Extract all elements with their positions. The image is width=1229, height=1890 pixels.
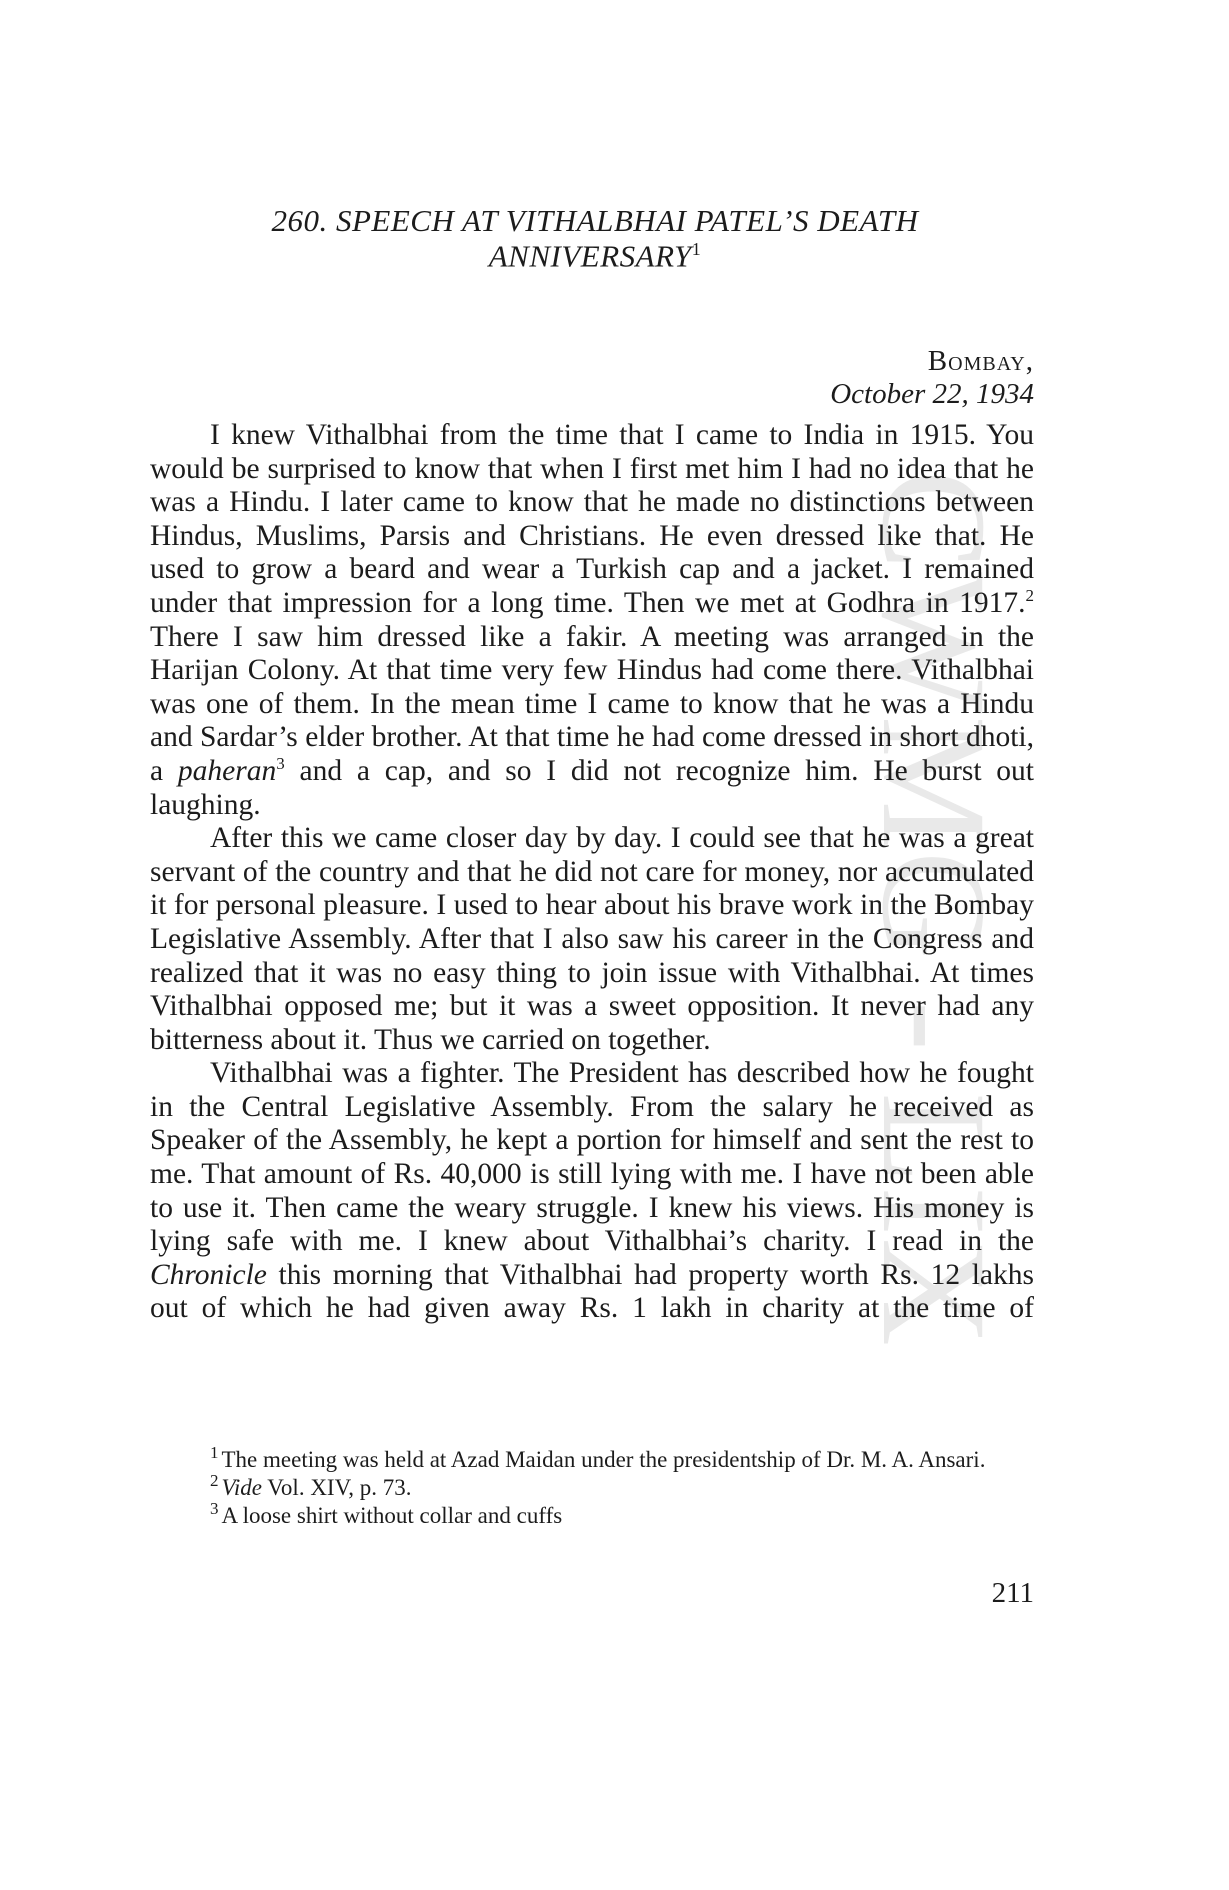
paragraph-1-text-b: There I saw him dressed like a fakir. A meeting was arranged in the Harijan Colony. At that time very few Hindus had come there. Vithalbhai was one of them. In the mean time I came to know that he was a Hindu and Sardar’s elder brother. At that time he had come dressed in short dhoti, a [150,620,1034,787]
footnote-ref-1: 1 [691,239,702,259]
dateline-date: October 22, 1934 [830,378,1034,410]
footnote-2-mark: 2 [210,1471,219,1491]
paragraph-3-text-b: this morning that Vithalbhai had property worth Rs. 12 lakhs out of which he had given away Rs. 1 lakh in charity at the time of [150,1258,1034,1325]
footnote-1-text: The meeting was held at Azad Maidan under the presidentship of Dr. M. A. Ansari. [221,1447,986,1472]
footnote-3 [150,1499,1040,1530]
section-title [150,205,1040,236]
footnote-1-mark: 1 [210,1443,219,1463]
footnote-2-text: Vol. XIV, p. 73. [261,1475,412,1500]
watermark-text: CWMG - LIX [851,470,1017,1349]
paragraph-1-text-a: I knew Vithalbhai from the time that I came to India in 1915. You would be surprised to know that when I first met him I had no idea that he was a Hindu. I later came to know that he made no distinctions between Hindus, Muslims, Parsis and Christians. He even dressed like that. He used to grow a beard and wear a Turkish cap and a jacket. I remained under that impression for a long time. Then we met at Godhra in 1917. [150,419,1034,619]
title-line-1: SPEECH AT VITHALBHAI PATEL’S DEATH [336,203,919,238]
paragraph-3 [150,1057,1034,1326]
footnote-ref-2: 2 [1025,586,1034,606]
newspaper-title: Chronicle [150,1258,267,1291]
section-title-continued [150,238,1040,274]
footnote-ref-3: 3 [276,754,285,774]
speech-body [150,419,1034,1326]
paragraph-1-text-c: and a cap, and so I did not recognize him. He burst out laughing. [150,754,1035,821]
page-number: 211 [991,1577,1034,1609]
footnote-2 [150,1471,1040,1502]
paragraph-1 [150,419,1034,822]
footnotes [150,1443,1040,1530]
footnote-2-vide: Vide [221,1475,262,1500]
paragraph-2: After this we came closer day by day. I could see that he was a great servant of the country and that he did not care for money, nor accumulated it for personal pleasure. I used to hear about his brave work in the Bombay Legislative Assembly. After that I also saw his career in the Congress and realized that it was no easy thing to join issue with Vithalbhai. At times Vithalbhai opposed me; but it was a sweet opposition. It never had any bitterness about it. Thus we carried on together. [150,822,1034,1056]
footnote-3-mark: 3 [210,1499,219,1519]
footnote-3-text: A loose shirt without collar and cuffs [221,1503,563,1528]
term-paheran: paheran [177,754,277,787]
section-number: 260. [271,203,328,238]
dateline-place: Bombay, [927,345,1034,377]
footnote-1 [150,1443,1040,1474]
paragraph-3-text-a: Vithalbhai was a fighter. The President has described how he fought in the Central Legislative Assembly. From the salary he received as Speaker of the Assembly, he kept a portion for himself and sent the rest to me. That amount of Rs. 40,000 is still lying with me. I have not been able to use it. Then came the weary struggle. I knew his views. His money is lying safe with me. I knew about Vithalbhai’s charity. I read in the [150,1057,1034,1258]
title-line-2: ANNIVERSARY [488,238,692,274]
